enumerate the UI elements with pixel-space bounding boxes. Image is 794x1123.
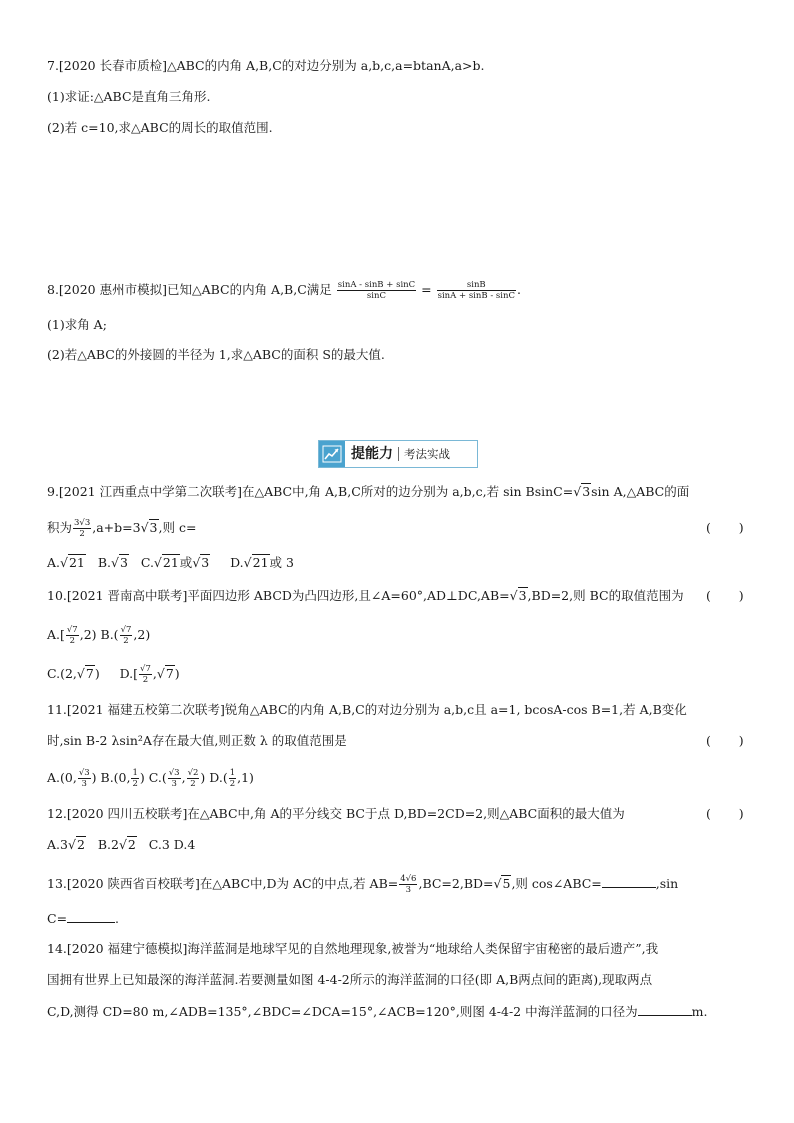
q13-blank-cos[interactable] <box>602 875 656 888</box>
q10-option-b-frac <box>120 625 133 646</box>
q10-option-b-pre: B.( <box>100 627 119 642</box>
q9-answer-paren: ( ) <box>706 520 744 535</box>
q11-option-c-den1: 3 <box>171 779 177 789</box>
q14-line3 <box>47 1003 707 1020</box>
q10-text1: 10.[2021 晋南高中联考]平面四边形 ABCD为凸四边形,且∠A=60°,AD⊥DC,AB= <box>47 588 510 603</box>
q9-area-num: 3√3 <box>74 518 91 528</box>
q9-option-c-sqrt2: 3 <box>201 555 210 570</box>
q8-frac1-den: sinC <box>366 291 386 301</box>
q10-option-a-den: 2 <box>69 636 76 646</box>
q9-text4: ,a+b=3 <box>92 520 141 535</box>
q10-option-c-sqrt: 7 <box>85 666 94 681</box>
q12-answer-paren: ( ) <box>706 806 744 821</box>
q14-blank-answer[interactable] <box>638 1003 692 1016</box>
q11-option-c-num1: √3 <box>168 768 180 778</box>
q11-option-a-den: 3 <box>81 779 87 789</box>
q14-line2: 国拥有世界上已知最深的海洋蓝洞.若要测量如图 4-4-2所示的海洋蓝洞的口径(即 A,B两点间的距离),现取两点 <box>47 972 653 987</box>
q11-option-a <box>47 768 97 789</box>
q9-option-c-sqrt1: 21 <box>162 555 179 570</box>
q14-unit: m. <box>691 1004 708 1019</box>
q10-option-d-den: 2 <box>142 675 149 685</box>
banner-title: 提能力 <box>345 447 399 461</box>
q9-option-d-sqrt: 21 <box>252 555 269 570</box>
q14-text3: C,D,测得 CD=80 m,∠ADB=135°,∠BDC=∠DCA=15°,∠ACB=120°,则图 4-4-2 中海洋蓝洞的口径为 <box>47 1004 638 1019</box>
q10-option-a-frac <box>66 625 79 646</box>
q8-part2: (2)若△ABC的外接圆的半径为 1,求△ABC的面积 S的最大值. <box>47 347 385 362</box>
q10-option-a-num: √7 <box>66 625 78 635</box>
q11-option-c-den2: 2 <box>190 779 196 789</box>
q12-option-b-sqrt: 2 <box>127 837 136 852</box>
q11-options <box>47 768 254 789</box>
q12-options-cd: C.3 D.4 <box>148 837 196 852</box>
q11-option-c-post: ) <box>200 770 206 785</box>
q11-option-a-post: ) <box>91 770 97 785</box>
q9-option-c: C.√21或√3 <box>140 555 210 570</box>
q13-text6: . <box>115 911 120 926</box>
q9-option-b-sqrt: 3 <box>119 555 128 570</box>
q9-text3: 积为 <box>47 520 73 535</box>
q9-text5: ,则 c= <box>158 520 197 535</box>
q9-area-fraction <box>73 518 91 539</box>
q11-option-b-post: ) <box>139 770 145 785</box>
q10-answer-paren: ( ) <box>706 588 744 603</box>
q11-option-c-frac1 <box>168 768 181 789</box>
q9-sqrt1: 3 <box>582 484 591 499</box>
q10-stem: 10.[2021 晋南高中联考]平面四边形 ABCD为凸四边形,且∠A=60°,AD⊥DC,AB=√3,BD=2,则 BC的取值范围为 <box>47 588 684 603</box>
q8-frac1-num: sinA - sinB + sinC <box>337 280 416 290</box>
q13-bd-sqrt: 5 <box>502 876 511 891</box>
q13-line1: 13.[2020 陕西省百校联考]在△ABC中,D为 AC的中点,若 AB= $\frac{4√6}{3}$ ,BC=2,BD=√5,则 cos∠ABC= ,sin <box>47 874 679 895</box>
q11-option-d-post: ,1) <box>237 770 254 785</box>
q13-ab-den: 3 <box>405 885 412 895</box>
q11-option-a-pre: A.(0, <box>47 770 77 785</box>
q10-options-cd <box>47 664 180 685</box>
q9-option-c-or: 或 <box>179 555 193 570</box>
q11-option-a-num: √3 <box>78 768 90 778</box>
q13-line2 <box>47 910 119 927</box>
q12-options <box>47 837 195 853</box>
q10-option-d-mid: , <box>152 666 157 681</box>
q10-option-b <box>100 625 151 646</box>
q11-option-c-num2: √2 <box>187 768 199 778</box>
q9-option-a-sqrt: 21 <box>68 555 85 570</box>
q10-text2: ,BD=2,则 BC的取值范围为 <box>527 588 684 603</box>
q13-text4: ,sin <box>655 876 679 891</box>
q11-option-b-frac <box>131 768 138 789</box>
q9-option-d-tail: 或 3 <box>269 555 294 570</box>
q9-line1: 9.[2021 江西重点中学第二次联考]在△ABC中,角 A,B,C所对的边分别为 a,b,c,若 sin BsinC=√3sin A,△ABC的面 <box>47 484 690 499</box>
q9-options <box>47 555 294 571</box>
q14-line1: 14.[2020 福建宁德模拟]海洋蓝洞是地球罕见的自然地理现象,被誉为“地球给人类保留宇宙秘密的最后遗产”,我 <box>47 941 659 956</box>
q12-option-b: B.2√2 <box>97 837 136 852</box>
q8-part1: (1)求角 A; <box>47 317 107 332</box>
q12-option-b-pre: B.2 <box>97 837 119 852</box>
q11-option-b <box>100 768 145 789</box>
q11-option-a-frac <box>78 768 91 789</box>
q10-options-ab <box>47 625 150 646</box>
q12-stem: 12.[2020 四川五校联考]在△ABC中,角 A的平分线交 BC于点 D,BD=2CD=2,则△ABC面积的最大值为 <box>47 806 625 821</box>
q9-text1: 9.[2021 江西重点中学第二次联考]在△ABC中,角 A,B,C所对的边分别为 a,b,c,若 sin BsinC= <box>47 484 574 499</box>
q10-option-a-pre: A.[ <box>47 627 65 642</box>
q11-option-c <box>148 768 206 789</box>
q8-equals: = <box>421 282 432 297</box>
q11-line1: 11.[2021 福建五校第二次联考]锐角△ABC的内角 A,B,C的对边分别为 a,b,c且 a=1, bcosA-cos B=1,若 A,B变化 <box>47 702 687 717</box>
q13-ab-frac <box>399 874 417 895</box>
q13-text5: C= <box>47 911 68 926</box>
q10-option-d-sqrt: 7 <box>165 666 174 681</box>
q10-option-d-num: √7 <box>140 664 151 674</box>
q12-option-a-sqrt: 2 <box>76 837 85 852</box>
q10-option-a <box>47 625 97 646</box>
q10-option-d-post: ) <box>174 666 180 681</box>
q10-option-c-pre: C.(2, <box>47 666 77 681</box>
q11-option-d-num: 1 <box>229 768 236 778</box>
q8-period: . <box>516 282 521 297</box>
q7-part2: (2)若 c=10,求△ABC的周长的取值范围. <box>47 120 273 135</box>
q11-line2: 时,sin B-2 λsin²A存在最大值,则正数 λ 的取值范围是 <box>47 733 347 748</box>
q7-stem: 7.[2020 长春市质检]△ABC的内角 A,B,C的对边分别为 a,b,c,a=btanA,a>b. <box>47 58 485 73</box>
q9-option-c-label: C. <box>140 555 154 570</box>
q11-option-b-pre: B.(0, <box>100 770 131 785</box>
q8-stem-text: 8.[2020 惠州市模拟]已知△ABC的内角 A,B,C满足 <box>47 282 332 297</box>
q8-fraction-right <box>437 280 516 301</box>
q13-ab-num: 4√6 <box>400 874 417 884</box>
q13-blank-sin[interactable] <box>67 910 115 923</box>
q8-stem <box>47 280 521 301</box>
q11-option-d-pre: D.( <box>209 770 228 785</box>
q10-option-d-frac <box>139 664 152 685</box>
q11-option-c-mid: , <box>181 770 186 785</box>
q9-area-den: 2 <box>79 529 85 539</box>
q8-frac2-num: sinB <box>437 280 516 291</box>
section-banner <box>318 440 478 468</box>
q10-option-d: D.[ $\frac{√7}{2}$ ,√7) <box>119 664 180 685</box>
q13-text2: ,BC=2,BD= <box>418 876 494 891</box>
q10-option-d-pre: D.[ <box>119 666 139 681</box>
q7-part1: (1)求证:△ABC是直角三角形. <box>47 89 211 104</box>
q9-option-b-label: B. <box>97 555 111 570</box>
q8-fraction-left <box>337 280 416 301</box>
q12-option-a: A.3√2 <box>47 837 85 852</box>
q11-option-c-pre: C.( <box>148 770 167 785</box>
q9-sqrt2: 3 <box>149 520 158 535</box>
q13-text1: 13.[2020 陕西省百校联考]在△ABC中,D为 AC的中点,若 AB= <box>47 876 399 891</box>
q10-option-a-post: ,2) <box>79 627 97 642</box>
q11-answer-paren: ( ) <box>706 733 744 748</box>
q13-text3: ,则 cos∠ABC= <box>511 876 602 891</box>
q9-option-d: D.√21或 3 <box>230 555 294 570</box>
q12-option-a-pre: A.3 <box>47 837 68 852</box>
q11-option-d-den: 2 <box>229 779 236 789</box>
q10-option-b-num: √7 <box>120 625 132 635</box>
q9-line2: 积为 $\frac{3√3}{2}$ ,a+b=3√3,则 c= <box>47 518 197 539</box>
q9-option-b: B.√3 <box>97 555 128 570</box>
q10-option-c: C.(2,√7) <box>47 666 100 681</box>
q9-option-a: A.√21 <box>47 555 85 570</box>
q8-frac2-den: sinA + sinB - sinC <box>437 291 515 301</box>
q10-option-b-post: ,2) <box>133 627 151 642</box>
q10-sqrt: 3 <box>518 588 527 603</box>
q10-option-c-post: ) <box>94 666 100 681</box>
q9-text2: sin A,△ABC的面 <box>591 484 690 499</box>
q11-option-b-num: 1 <box>132 768 138 778</box>
q11-option-d <box>209 768 254 789</box>
banner-subtitle: 考法实战 <box>404 447 450 461</box>
q11-option-c-frac2 <box>187 768 200 789</box>
q11-option-d-frac <box>229 768 236 789</box>
chart-trend-icon <box>319 441 345 467</box>
q11-option-b-den: 2 <box>132 779 138 789</box>
q10-option-b-den: 2 <box>123 636 129 646</box>
q9-option-d-label: D. <box>230 555 244 570</box>
q9-option-a-label: A. <box>47 555 61 570</box>
